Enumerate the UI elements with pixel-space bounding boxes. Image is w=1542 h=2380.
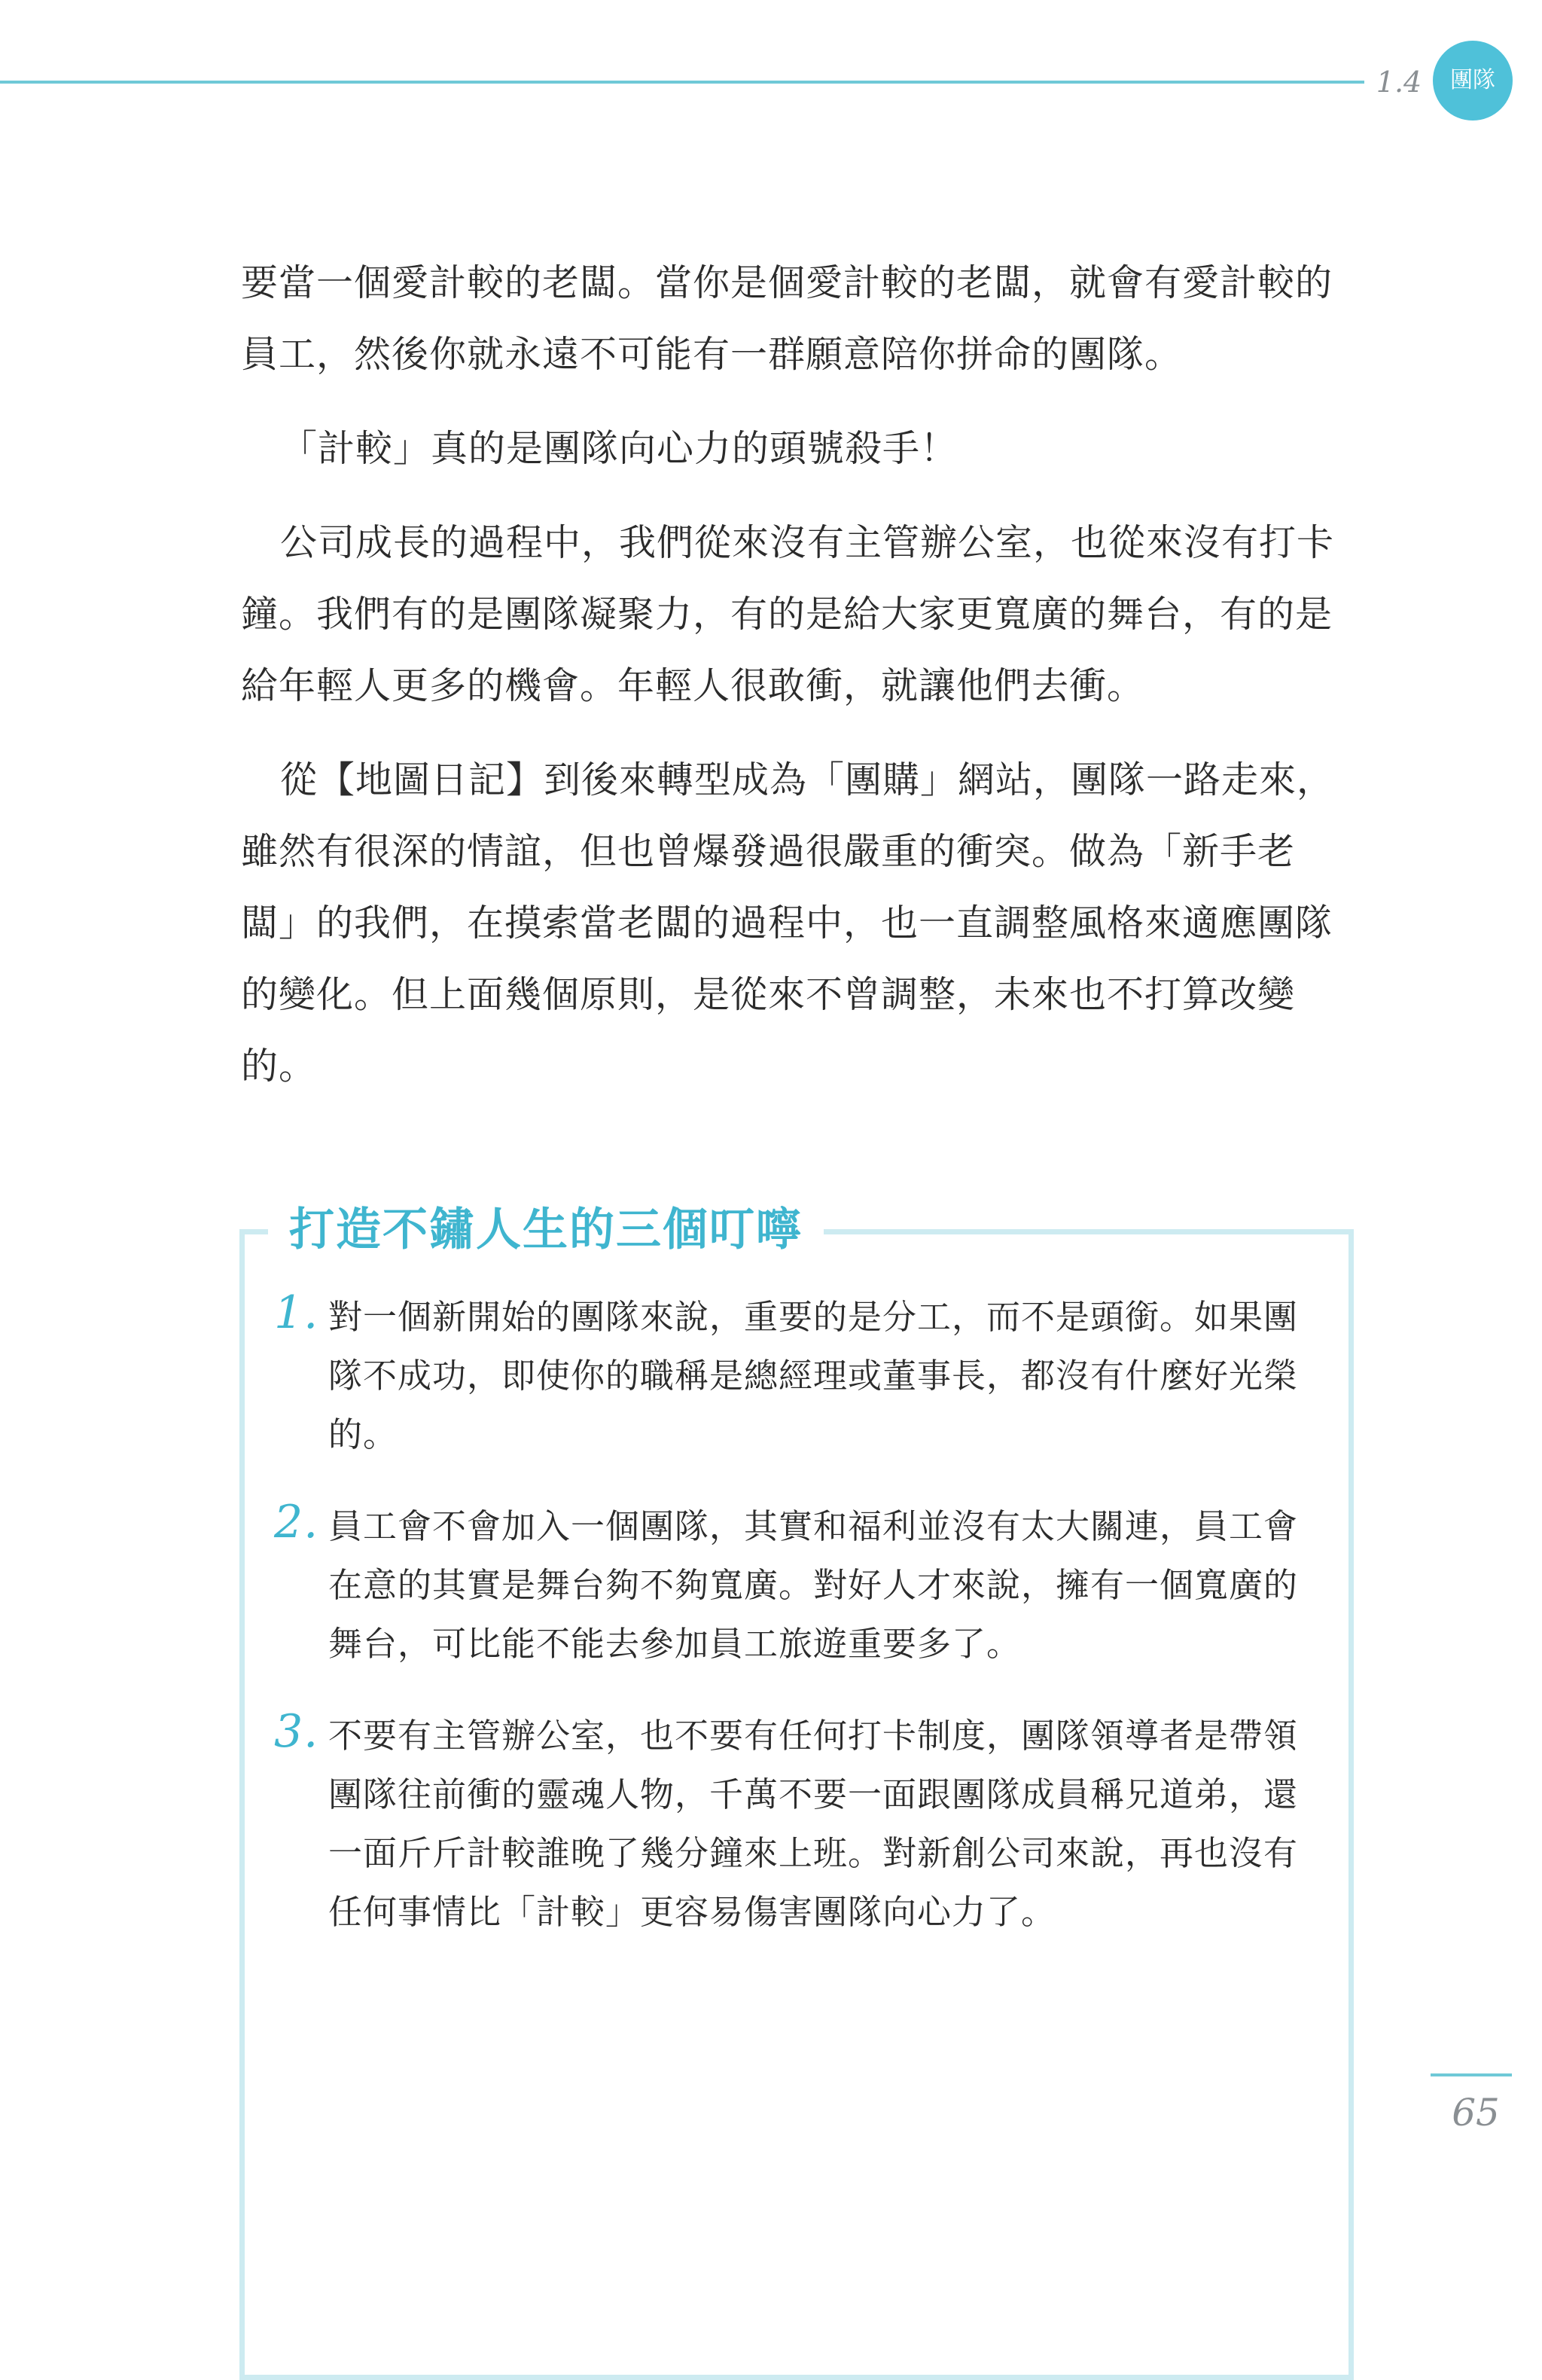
tip-box-title: 打造不鏽人生的三個叮嚀	[289, 1204, 803, 1256]
tip-number: 3.	[274, 1705, 319, 1758]
tip-title-wrap	[268, 1198, 824, 1262]
body-paragraph: 要當一個愛計較的老闆。當你是個愛計較的老闆，就會有愛計較的員工，然後你就永遠不可能有一群願意陪你拼命的團隊。	[241, 261, 1333, 376]
chapter-title-badge: 團隊	[1433, 41, 1513, 121]
tip-number: 2.	[274, 1496, 319, 1549]
page-number: 65	[1452, 2091, 1500, 2134]
tip-item	[274, 1707, 1328, 1942]
tip-list	[274, 1288, 1328, 1975]
body-paragraph: 從【地圖日記】到後來轉型成為「團購」網站，團隊一路走來，雖然有很深的情誼，但也曾爆發過很嚴重的衝突。做為「新手老闆」的我們，在摸索當老闆的過程中，也一直調整風格來適應團隊的變化。但上面幾個原則，是從來不曾調整，未來也不打算改變的。	[241, 758, 1335, 1088]
body-paragraph: 「計較」真的是團隊向心力的頭號殺手！	[280, 427, 958, 470]
tip-text: 不要有主管辦公室，也不要有任何打卡制度，團隊領導者是帶領團隊往前衝的靈魂人物，千萬不要一面跟團隊成員稱兄道弟，還一面斤斤計較誰晚了幾分鐘來上班。對新創公司來說，再也沒有任何事情比「計較」更容易傷害團隊向心力了。	[328, 1716, 1299, 1932]
tip-item	[274, 1497, 1328, 1674]
tip-item	[274, 1288, 1328, 1464]
tip-number: 1.	[274, 1286, 319, 1339]
footer-rule	[1431, 2073, 1512, 2076]
tip-text: 對一個新開始的團隊來說，重要的是分工，而不是頭銜。如果團隊不成功，即使你的職稱是總經理或董事長，都沒有什麼好光榮的。	[328, 1297, 1299, 1454]
body-text	[241, 247, 1348, 1124]
chapter-number: 1.4	[1376, 66, 1422, 99]
tip-text: 員工會不會加入一個團隊，其實和福利並沒有太大關連，員工會在意的其實是舞台夠不夠寬廣。對好人才來說，擁有一個寬廣的舞台，可比能不能去參加員工旅遊重要多了。	[328, 1506, 1299, 1664]
header-rule	[0, 81, 1364, 84]
body-paragraph: 公司成長的過程中，我們從來沒有主管辦公室，也從來沒有打卡鐘。我們有的是團隊凝聚力，有的是給大家更寬廣的舞台，有的是給年輕人更多的機會。年輕人很敢衝，就讓他們去衝。	[241, 521, 1335, 707]
